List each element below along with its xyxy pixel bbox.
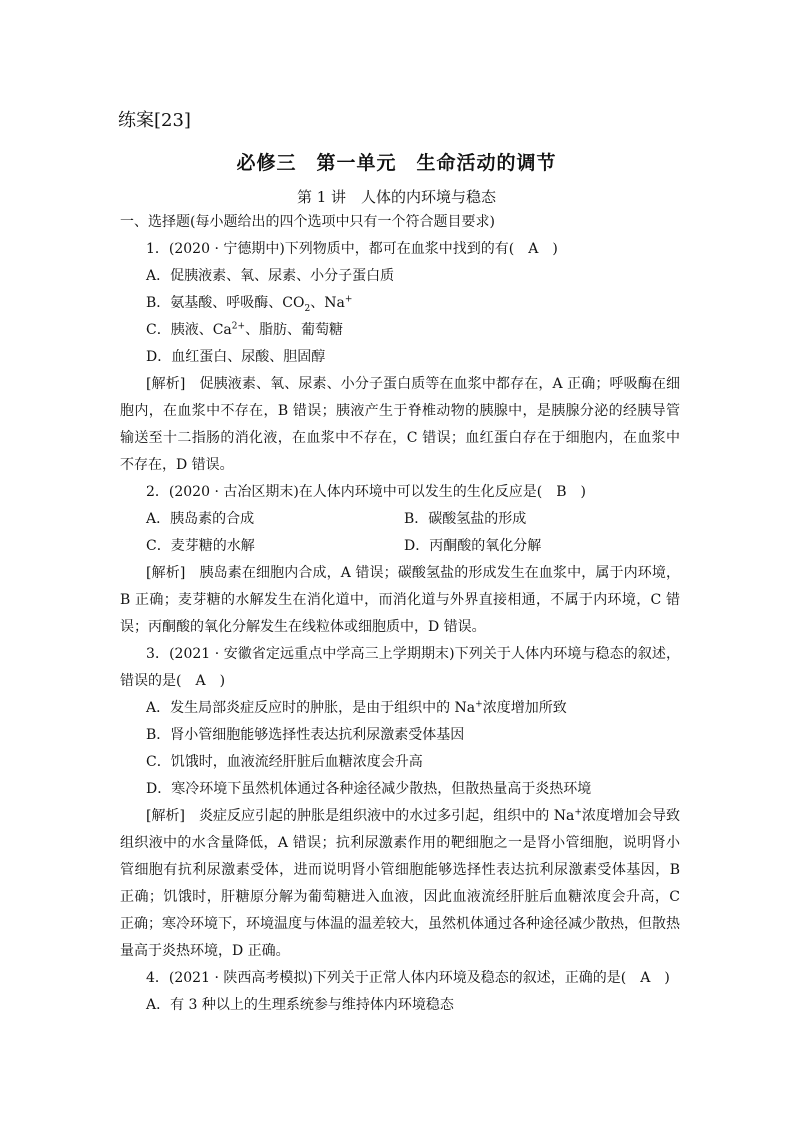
question-1-option-b: B．氨基酸、呼吸酶、$CO_2$、Na+ [146,294,353,314]
question-2-option-a: A．胰岛素的合成 [146,511,255,527]
question-4-option-a: A．有 3 种以上的生理系统参与维持体内环境稳态 [146,997,454,1013]
question-1-option-d: D．血红蛋白、尿酸、胆固醇 [146,349,326,365]
question-2-option-d: D．丙酮酸的氧化分解 [404,538,542,554]
question-1-option-c: C．胰液、$Ca^{2+}$、脂肪、葡萄糖 [146,321,344,338]
question-2-analysis: [解析] 胰岛素在细胞内合成，A 错误；碳酸氢盐的形成发生在血浆中，属于内环境，B 正确；麦芽糖的水解发生在消化道中，而消化道与外界直接相通，不属于内环境，C 错误；丙酮酸的氧化分解发生在线粒体或细胞质中，D 错误。 [120,565,680,635]
question-3-option-a: A．发生局部炎症反应时的肿胀，是由于组织中的 Na+浓度增加所致 [146,699,567,716]
chapter-title: 必修三 第一单元 生命活动的调节 [236,152,557,174]
question-2-stem: 2．(2020 · 古冶区期末)在人体内环境中可以发生的生化反应是( B ) [146,484,587,500]
question-4-stem: 4．(2021 · 陕西高考模拟)下列关于正常人体内环境及稳态的叙述，正确的是( A ) [146,970,670,986]
question-3-stem: 3．(2021 · 安徽省定远重点中学高三上学期期末)下列关于人体内环境与稳态的叙述，错误的是( A ) [120,646,680,689]
exercise-content [120,209,680,1019]
question-3-option-d: D．寒冷环境下虽然机体通过各种途径减少散热，但散热量高于炎热环境 [146,781,592,797]
question-1-analysis: [解析] 促胰液素、氧、尿素、小分子蛋白质等在血浆中都存在，A 正确；呼吸酶在细胞内，在血浆中不存在，B 错误；胰液产生于脊椎动物的胰腺中，是胰腺分泌的经胰导管输送至十二指肠的消化液，在血浆中不存在，C 错误；血红蛋白存在于细胞内，在血浆中不存在，D 错误。 [120,376,680,473]
section-heading: 一、选择题(每小题给出的四个选项中只有一个符合题目要求) [120,214,495,230]
exercise-number: 练案[23] [118,110,191,131]
question-3-analysis: [解析] 炎症反应引起的肿胀是组织液中的水过多引起，组织中的 Na+浓度增加会导致组织液中的水含量降低，A 错误；抗利尿激素作用的靶细胞之一是肾小管细胞，说明肾小管细胞有抗利尿激素受体，进而说明肾小管细胞能够选择性表达抗利尿激素受体基因，B 正确；饥饿时，肝糖原分解为葡萄糖进入血液，因此血液流经肝脏后血糖浓度会升高，C 正确；寒冷环境下，环境温度与体温的温差较大，虽然机体通过各种途径减少散热，但散热量高于炎热环境，D 正确。 [120,807,680,959]
question-3-option-c: C．饥饿时，血液流经肝脏后血糖浓度会升高 [146,754,423,770]
question-1-stem: 1．(2020 · 宁德期中)下列物质中，都可在血浆中找到的有( A ) [146,241,558,257]
lesson-title: 第 1 讲 人体的内环境与稳态 [296,188,497,206]
question-2-option-b: B．碳酸氢盐的形成 [404,511,527,527]
question-2-options-row-1 [120,506,680,533]
question-1-option-a: A．促胰液素、氧、尿素、小分子蛋白质 [146,268,395,284]
question-2-option-c: C．麦芽糖的水解 [146,538,255,554]
question-3-option-b: B．肾小管细胞能够选择性表达抗利尿激素受体基因 [146,727,465,743]
question-2-options-row-2 [120,533,680,560]
